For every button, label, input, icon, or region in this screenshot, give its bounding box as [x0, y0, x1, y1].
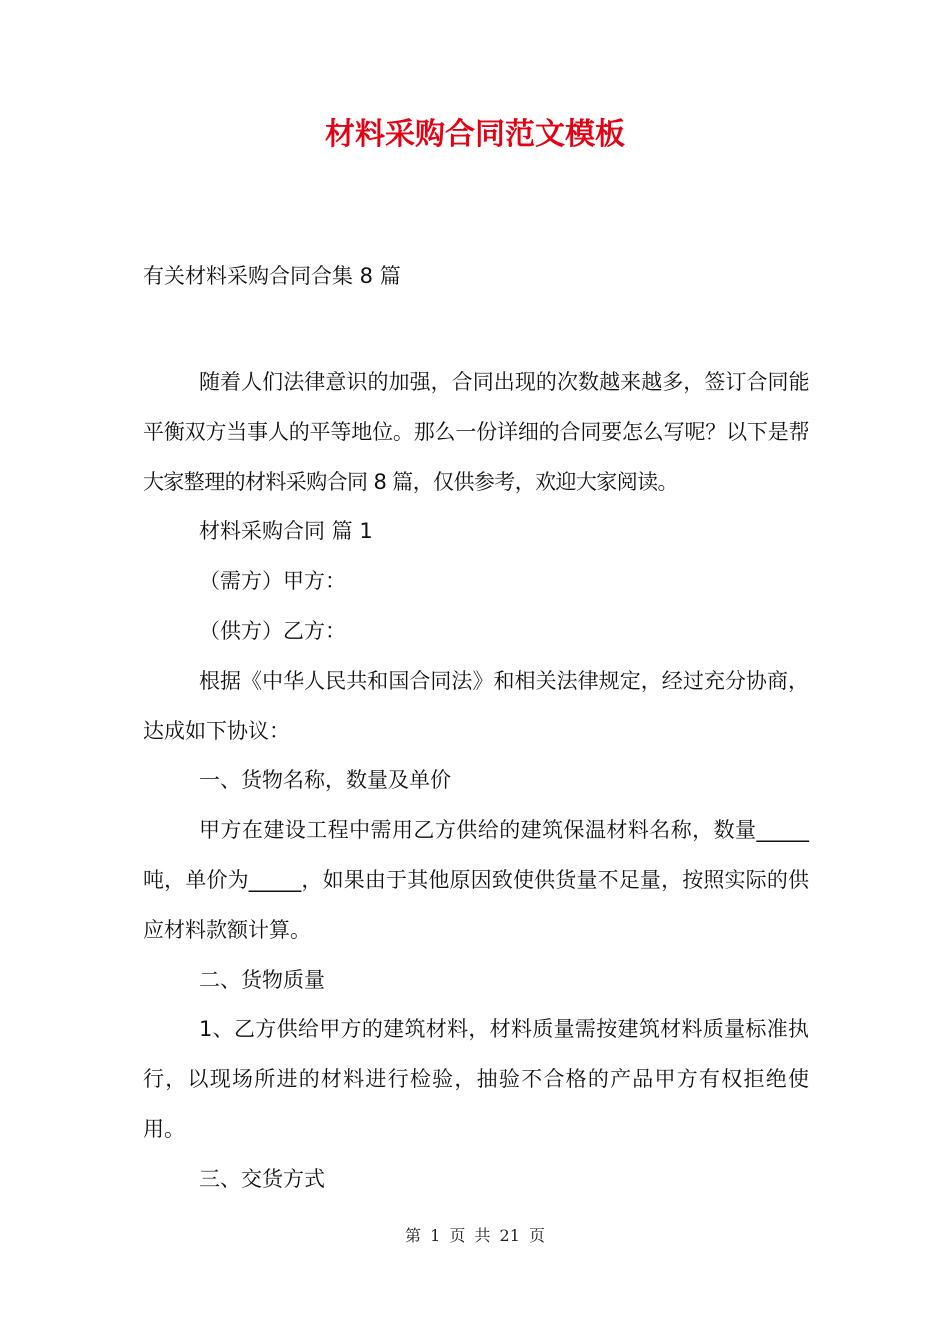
party-b-line: （供方）乙方：: [199, 618, 346, 643]
clause-heading-goods: 一、货物名称，数量及单价: [199, 768, 451, 793]
goods-paragraph: 甲方在建设工程中需用乙方供给的建筑保温材料名称，数量_____吨，单价为_____，如果由于其他原因致使供货量不足量，按照实际的供应材料款额计算。: [143, 818, 809, 942]
intro-paragraph: 随着人们法律意识的加强，合同出现的次数越来越多，签订合同能平衡双方当事人的平等地位。那么一份详细的合同要怎么写呢？以下是帮大家整理的材料采购合同 8 篇，仅供参考，欢迎大家阅读。: [143, 370, 809, 494]
quality-paragraph: 1、乙方供给甲方的建筑材料，材料质量需按建筑材料质量标准执行，以现场所进的材料进行检验，抽验不合格的产品甲方有权拒绝使用。: [143, 1017, 809, 1141]
clause-heading-quality: 二、货物质量: [199, 967, 325, 992]
document-body: [143, 358, 809, 1205]
clause-heading-delivery: 三、交货方式: [199, 1166, 325, 1191]
agreement-basis-paragraph: 根据《中华人民共和国合同法》和相关法律规定，经过充分协商，达成如下协议：: [143, 668, 809, 743]
document-subtitle: 有关材料采购合同合集 8 篇: [143, 264, 401, 288]
document-title: 材料采购合同范文模板: [325, 117, 625, 152]
party-a-line: （需方）甲方：: [199, 569, 346, 594]
page-number-footer: 第 1 页 共 21 页: [405, 1226, 545, 1245]
section-heading-contract-1: 材料采购合同 篇 1: [199, 519, 373, 544]
